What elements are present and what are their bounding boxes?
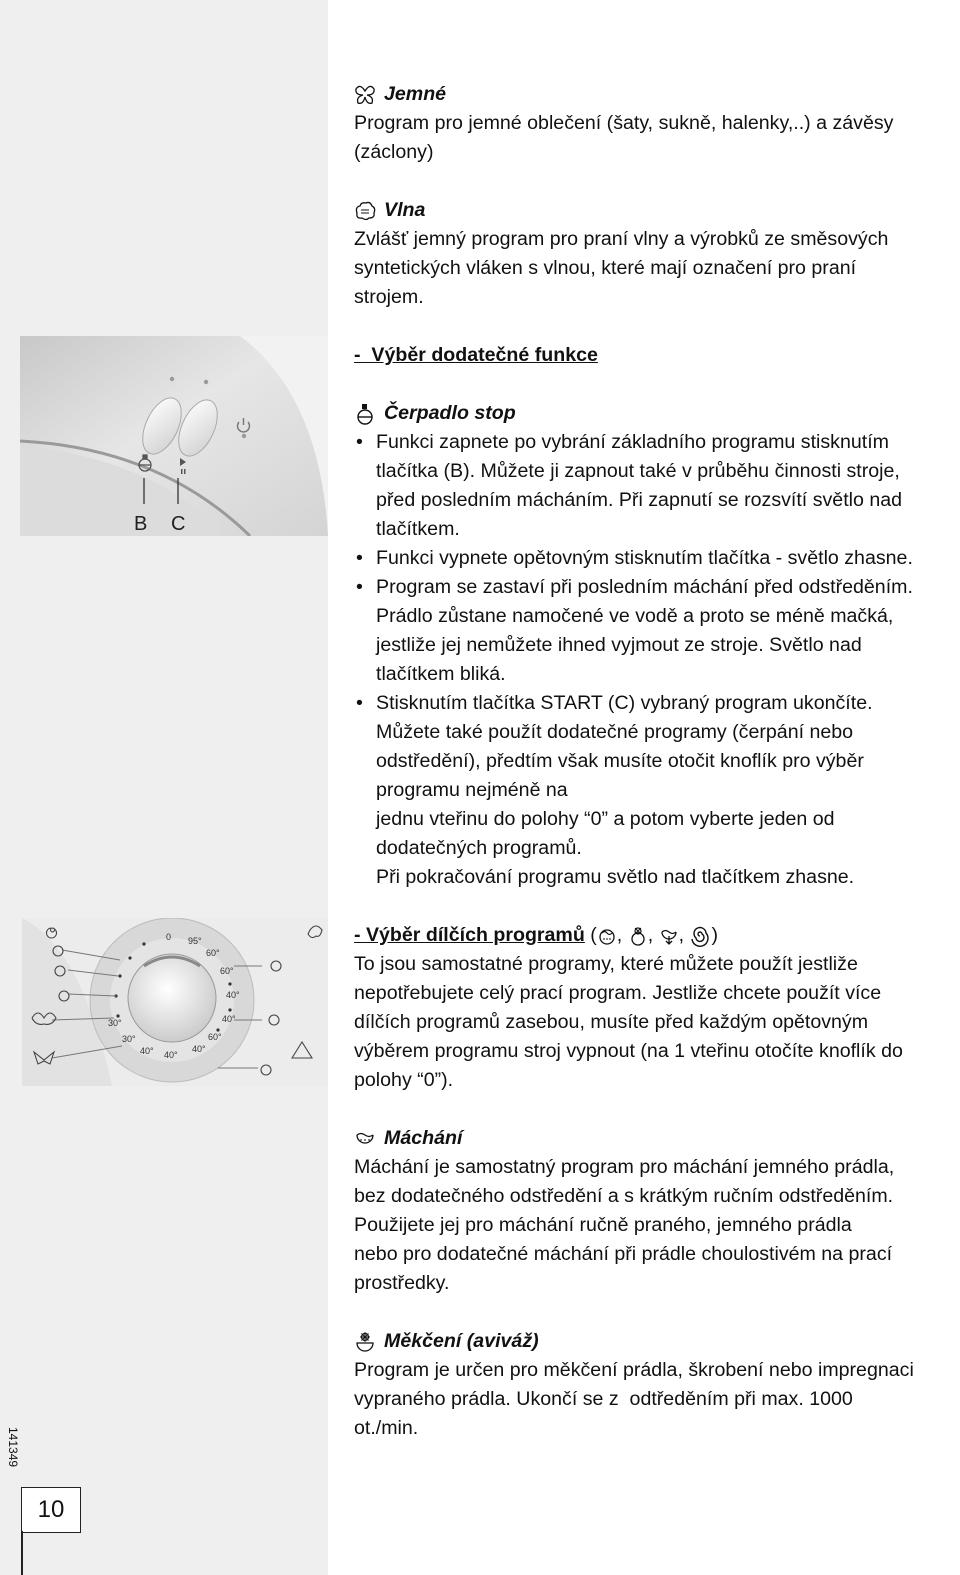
program-knob[interactable] xyxy=(128,954,216,1042)
vlna-line: syntetických vláken s vlnou, které mají označení pro praní xyxy=(354,257,857,279)
left-margin xyxy=(0,0,328,1575)
control-panel-buttons-image xyxy=(20,336,328,536)
temp-label: 30° xyxy=(108,1018,122,1028)
softener-icon xyxy=(354,1331,376,1353)
temp-label: 60° xyxy=(208,1032,222,1042)
temp-label: 40° xyxy=(192,1044,206,1054)
machani-line: nebo pro dodatečné máchání při prádle choulostivém na prací xyxy=(354,1243,893,1265)
dilci-heading: - Výběr dílčích programů ( , , , ) xyxy=(354,921,960,950)
cerpadlo-heading xyxy=(354,399,960,428)
machani-line: Máchání je samostatný program pro máchání jemného prádla, xyxy=(354,1156,895,1178)
spin-icon xyxy=(689,925,711,947)
machani-line: prostředky. xyxy=(354,1272,450,1294)
dilci-line: nepotřebujete celý prací program. Jestliže chcete použít více xyxy=(354,982,882,1004)
temp-label: 60° xyxy=(206,948,220,958)
content xyxy=(354,80,960,1443)
temp-label: 40° xyxy=(140,1046,154,1056)
bullet-item: • Stisknutím tlačítka START (C) vybraný program ukončíte. Můžete také použít dodatečné programy (čerpání nebo odstředění), předtím však musíte otočit knoflík pro výběr programu nejméně na jednu vteřinu do polohy “0” a potom vyberte jeden od dodatečných programů. Při pokračování programu světlo nad tlačítkem zhasne. xyxy=(354,689,960,892)
bullet-item: • Program se zastaví při posledním máchání před odstředěním. Prádlo zůstane namočené ve vodě a proto se méně mačká, jestliže jej nemůžete ihned vyjmout ze stroje. Světlo nad tlačítkem bliká. xyxy=(354,573,960,689)
mekceni-line: ot./min. xyxy=(354,1417,419,1439)
dilci-line: To jsou samostatné programy, které můžete použít jestliže xyxy=(354,953,858,975)
bullet-item: • Funkci zapnete po vybrání základního programu stisknutím tlačítka (B). Můžete ji zapnout také v průběhu činnosti stroje, před posledním mácháním. Při zapnutí se rozsvítí světlo nad tlačítkem. xyxy=(354,428,960,544)
vlna-heading xyxy=(354,196,960,225)
cerpadlo-title: Čerpadlo stop xyxy=(384,402,516,424)
label-b: B xyxy=(134,513,148,535)
page-number: 10 xyxy=(21,1487,81,1533)
dodatecne-funkce-title: - Výběr dodatečné funkce xyxy=(354,344,598,366)
rinse-icon xyxy=(354,1129,376,1149)
program-dial-image xyxy=(22,918,328,1086)
document-code: 141349 xyxy=(6,1427,20,1468)
mekceni-title: Měkčení (aviváž) xyxy=(384,1330,539,1352)
machani-title: Máchání xyxy=(384,1127,463,1149)
bullet-item: • Funkci vypnete opětovným stisknutím tlačítka - světlo zhasne. xyxy=(354,544,960,573)
softener-icon xyxy=(628,926,648,946)
vlna-title: Vlna xyxy=(384,199,426,221)
butterfly-icon xyxy=(354,85,376,105)
temp-label: 30° xyxy=(122,1034,136,1044)
jemne-title: Jemné xyxy=(384,83,447,105)
mekceni-line: vypraného prádla. Ukončí se z odtředěním při max. 1000 xyxy=(354,1388,853,1410)
machani-line: bez dodatečného odstředění a s krátkým ručním odstředěním. xyxy=(354,1185,894,1207)
pump-stop-icon xyxy=(354,403,376,425)
cerpadlo-bullets xyxy=(354,428,960,892)
jemne-text-2: (záclony) xyxy=(354,141,434,163)
dial-zero: 0 xyxy=(166,932,172,942)
temp-label: 40° xyxy=(226,990,240,1000)
temp-label: 40° xyxy=(164,1050,178,1060)
mekceni-line: Program je určen pro měkčení prádla, škrobení nebo impregnaci xyxy=(354,1359,914,1381)
dilci-title: - Výběr dílčích programů xyxy=(354,924,585,946)
label-c: C xyxy=(171,513,186,535)
mekceni-heading xyxy=(354,1327,960,1356)
jemne-heading xyxy=(354,80,960,109)
dilci-line: polohy “0”). xyxy=(354,1069,454,1091)
temp-label: 95° xyxy=(188,936,202,946)
page-rule xyxy=(21,1531,23,1575)
drain-icon xyxy=(659,926,679,946)
machani-line: Použijete jej pro máchání ručně praného, jemného prádla xyxy=(354,1214,852,1236)
vlna-line: strojem. xyxy=(354,286,424,308)
wool-icon xyxy=(354,201,376,221)
dilci-line: výběrem programu stroj vypnout (na 1 vteřinu otočíte knoflík do xyxy=(354,1040,903,1062)
rinse-icon xyxy=(597,926,617,946)
jemne-text-1: Program pro jemné oblečení (šaty, sukně, halenky,..) a závěsy xyxy=(354,112,894,134)
temp-label: 60° xyxy=(220,966,234,976)
temp-label: 40° xyxy=(222,1014,236,1024)
machani-heading xyxy=(354,1124,960,1153)
vlna-line: Zvlášť jemný program pro praní vlny a výrobků ze směsových xyxy=(354,228,889,250)
dilci-line: dílčích programů zasebou, musíte před každým opětovným xyxy=(354,1011,869,1033)
